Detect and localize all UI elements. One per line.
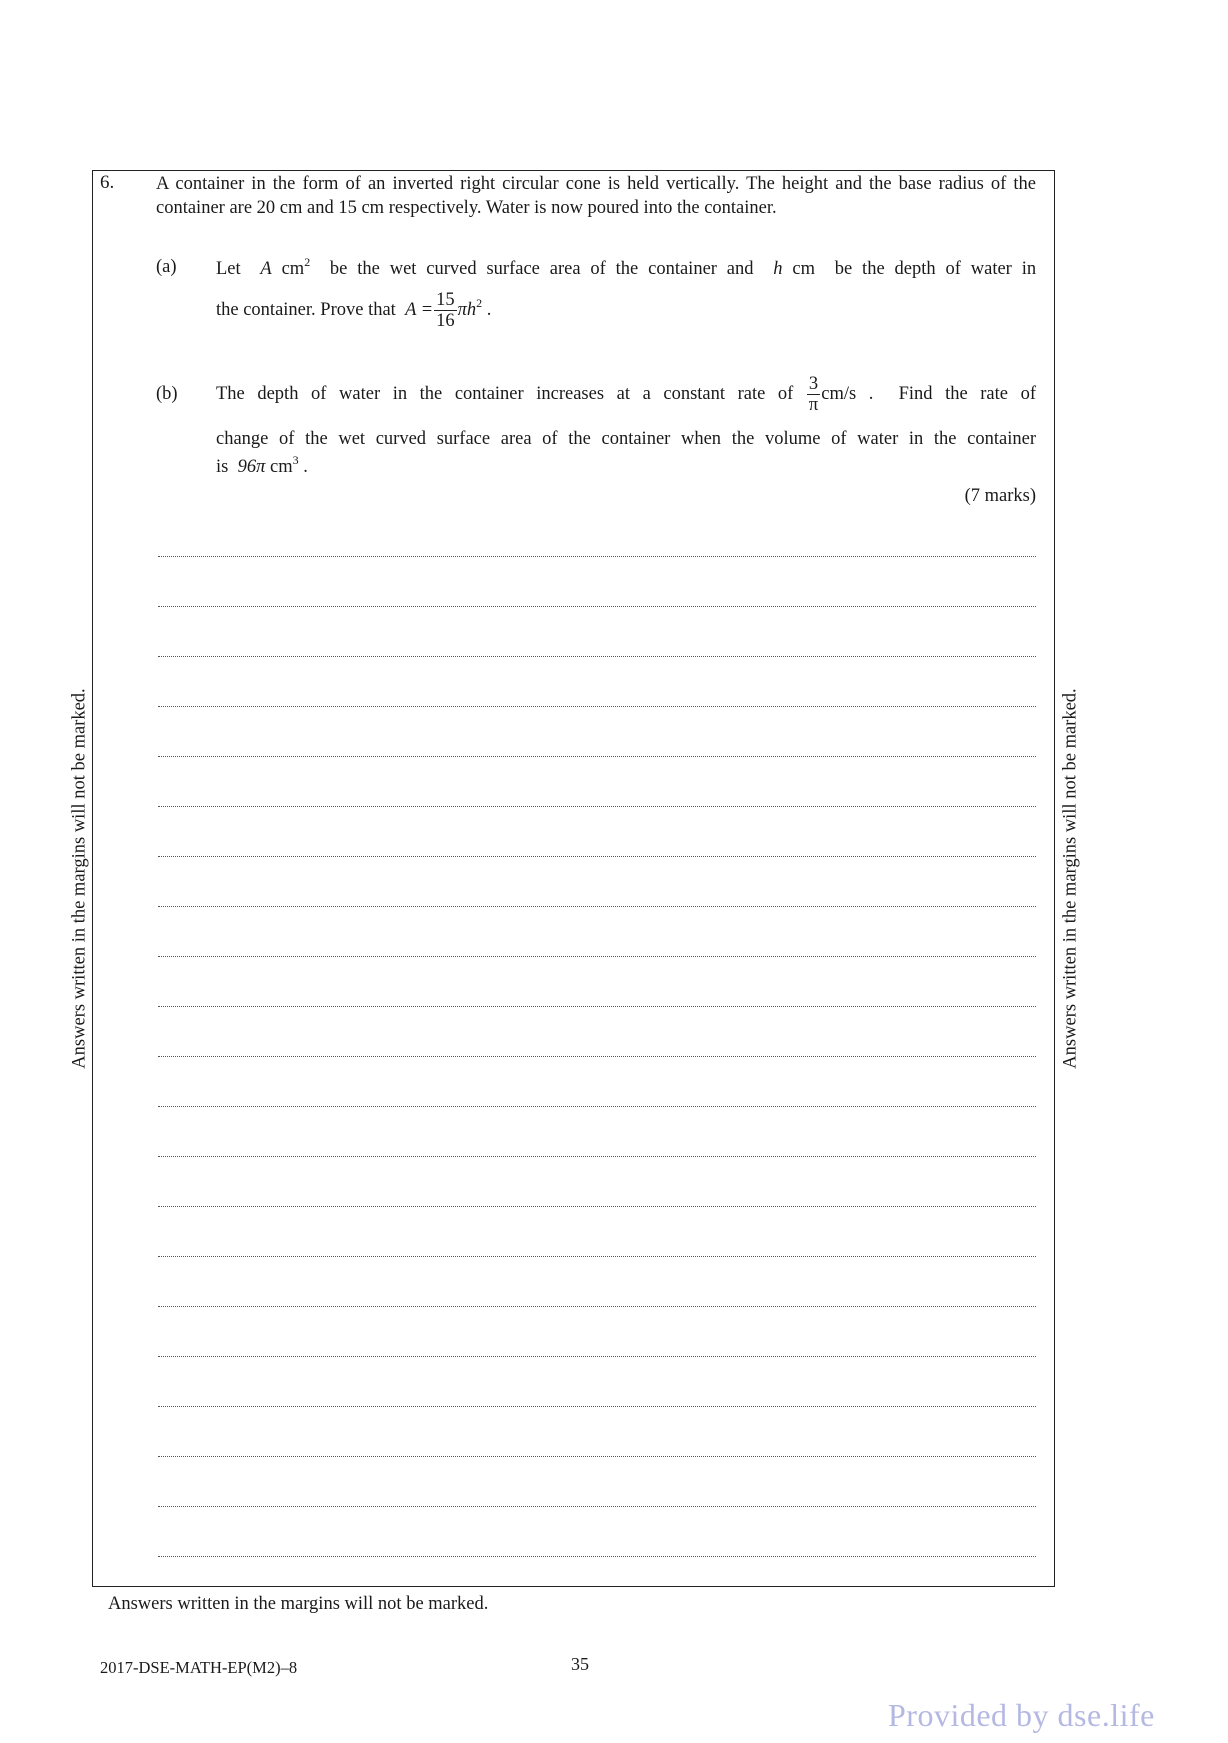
paper-code: 2017-DSE-MATH-EP(M2)–8 xyxy=(100,1658,298,1677)
answer-line xyxy=(158,1406,1036,1407)
answer-line xyxy=(158,756,1036,757)
answer-line xyxy=(158,1056,1036,1057)
part-b-fraction: $\frac{3}{\pi}$ xyxy=(808,374,819,415)
answer-line xyxy=(158,606,1036,607)
answer-line xyxy=(158,1206,1036,1207)
answer-line xyxy=(158,956,1036,957)
answer-line xyxy=(158,1106,1036,1107)
answer-line xyxy=(158,1006,1036,1007)
page-number: 35 xyxy=(571,1654,589,1674)
answer-line xyxy=(158,1156,1036,1157)
answer-line xyxy=(158,806,1036,807)
marks: (7 marks) xyxy=(964,486,1036,506)
answer-line xyxy=(158,1506,1036,1507)
part-a-line2: the container. Prove that A = $\frac{15}{16}$ $\pi h^2$ . xyxy=(216,290,492,331)
part-b-line1: The depth of water in the container increases at a constant rate of $\frac{3}{\pi}$ cm/s . Find the rate of xyxy=(216,374,1036,415)
part-a-line1: Let A $cm^2$ be the wet curved surface area of the container and h cm be the depth of water in xyxy=(216,255,1037,279)
answer-line xyxy=(158,1556,1036,1557)
provider-watermark: Provided by dse.life xyxy=(888,1697,1155,1733)
footer-warning: Answers written in the margins will not be marked. xyxy=(108,1594,489,1614)
answer-line xyxy=(158,706,1036,707)
answer-line xyxy=(158,906,1036,907)
part-b-label: (b) xyxy=(156,384,178,404)
part-a-label: (a) xyxy=(156,257,177,277)
question-intro: A container in the form of an inverted right circular cone is held vertically. The height and the base radius of the container are 20 cm and 15 cm respectively. Water is now poured into the container. xyxy=(156,174,1036,218)
part-b-line2: change of the wet curved surface area of the container when the volume of water in the container xyxy=(216,429,1036,449)
answer-line xyxy=(158,556,1036,557)
right-margin-warning: Answers written in the margins will not be marked. xyxy=(1060,688,1081,1069)
answer-line xyxy=(158,656,1036,657)
left-margin-warning: Answers written in the margins will not be marked. xyxy=(69,688,90,1069)
answer-line xyxy=(158,1306,1036,1307)
question-number: 6. xyxy=(100,172,115,193)
answer-line xyxy=(158,1356,1036,1357)
answer-line xyxy=(158,1456,1036,1457)
part-b-line3: is 96π $cm^3$ . xyxy=(216,453,308,477)
answer-line xyxy=(158,856,1036,857)
part-a-fraction: $\frac{15}{16}$ xyxy=(436,290,455,331)
answer-line xyxy=(158,1256,1036,1257)
